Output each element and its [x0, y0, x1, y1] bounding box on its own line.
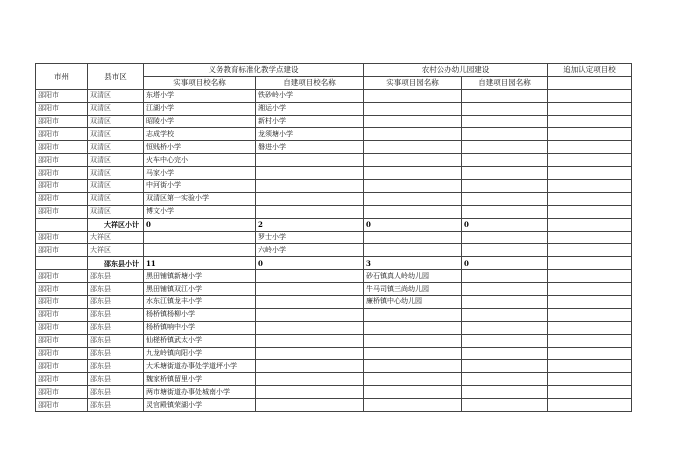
kg-self-built-cell: [462, 167, 548, 180]
county-cell: 邵东县: [88, 270, 144, 283]
table-row: [36, 399, 632, 412]
school-self-built-cell: 湘运小学: [256, 102, 364, 115]
county-cell: 双清区: [88, 141, 144, 154]
table-row: [36, 321, 632, 334]
school-self-built-cell: [256, 283, 364, 296]
school-practical-cell: 恒贱桥小学: [144, 141, 256, 154]
kg-practical-cell: 0: [364, 218, 462, 231]
school-practical-cell: [144, 244, 256, 257]
county-cell: 双清区: [88, 154, 144, 167]
school-self-built-cell: [256, 360, 364, 373]
kg-self-built-cell: [462, 296, 548, 309]
additional-cell: [548, 257, 632, 270]
county-cell: 邵东县: [88, 321, 144, 334]
kg-self-built-cell: [462, 386, 548, 399]
county-cell: 大祥区小计: [88, 218, 144, 231]
school-self-built-cell: [256, 373, 364, 386]
table-row: [36, 347, 632, 360]
city-cell: 邵阳市: [36, 141, 88, 154]
table-row: [36, 205, 632, 218]
table-row: [36, 180, 632, 193]
header-kg-self-built: 自建项目园名称: [462, 76, 548, 89]
kg-practical-cell: 廉桥镇中心幼儿园: [364, 296, 462, 309]
table-row: [36, 115, 632, 128]
kg-practical-cell: [364, 167, 462, 180]
additional-cell: [548, 141, 632, 154]
city-cell: 邵阳市: [36, 334, 88, 347]
additional-cell: [548, 321, 632, 334]
kg-practical-cell: 砂石镇真人岭幼儿园: [364, 270, 462, 283]
table-row: [36, 334, 632, 347]
school-self-built-cell: 2: [256, 218, 364, 231]
school-self-built-cell: [256, 321, 364, 334]
additional-cell: [548, 296, 632, 309]
city-cell: 邵阳市: [36, 399, 88, 412]
school-practical-cell: 水东江镇龙丰小学: [144, 296, 256, 309]
kg-practical-cell: 3: [364, 257, 462, 270]
kg-self-built-cell: [462, 347, 548, 360]
additional-cell: [548, 180, 632, 193]
city-cell: [36, 257, 88, 270]
header-kindergarten: 农村公办幼儿园建设: [364, 64, 548, 77]
kg-practical-cell: [364, 231, 462, 244]
city-cell: 邵阳市: [36, 102, 88, 115]
header-city: 市州: [36, 64, 88, 90]
kg-practical-cell: [364, 102, 462, 115]
school-self-built-cell: [256, 167, 364, 180]
city-cell: 邵阳市: [36, 270, 88, 283]
additional-cell: [548, 308, 632, 321]
city-cell: 邵阳市: [36, 115, 88, 128]
school-practical-cell: 中河街小学: [144, 180, 256, 193]
header-blank: [548, 76, 632, 89]
kg-practical-cell: [364, 141, 462, 154]
city-cell: 邵阳市: [36, 205, 88, 218]
header-county: 县市区: [88, 64, 144, 90]
kg-practical-cell: [364, 115, 462, 128]
kg-practical-cell: [364, 154, 462, 167]
additional-cell: [548, 270, 632, 283]
city-cell: 邵阳市: [36, 321, 88, 334]
school-self-built-cell: 磐进小学: [256, 141, 364, 154]
county-cell: 双清区: [88, 167, 144, 180]
city-cell: 邵阳市: [36, 244, 88, 257]
county-cell: 大祥区: [88, 231, 144, 244]
school-project-table: [35, 63, 631, 412]
additional-cell: [548, 373, 632, 386]
county-cell: 邵东县: [88, 399, 144, 412]
kg-self-built-cell: [462, 334, 548, 347]
city-cell: 邵阳市: [36, 231, 88, 244]
kg-practical-cell: [364, 386, 462, 399]
school-practical-cell: 仙槎桥镇武太小学: [144, 334, 256, 347]
table-row: [36, 296, 632, 309]
school-self-built-cell: [256, 334, 364, 347]
kg-self-built-cell: [462, 180, 548, 193]
county-cell: 双清区: [88, 192, 144, 205]
additional-cell: [548, 89, 632, 102]
kg-self-built-cell: [462, 128, 548, 141]
school-self-built-cell: [256, 296, 364, 309]
kg-self-built-cell: [462, 205, 548, 218]
additional-cell: [548, 102, 632, 115]
kg-practical-cell: [364, 360, 462, 373]
school-self-built-cell: [256, 205, 364, 218]
county-cell: 邵东县: [88, 283, 144, 296]
kg-practical-cell: [364, 308, 462, 321]
kg-self-built-cell: [462, 192, 548, 205]
city-cell: 邵阳市: [36, 180, 88, 193]
county-cell: 邵东县: [88, 373, 144, 386]
city-cell: 邵阳市: [36, 128, 88, 141]
table-row: [36, 360, 632, 373]
table-row: [36, 167, 632, 180]
kg-self-built-cell: [462, 231, 548, 244]
county-cell: 双清区: [88, 205, 144, 218]
city-cell: 邵阳市: [36, 283, 88, 296]
additional-cell: [548, 128, 632, 141]
kg-practical-cell: [364, 89, 462, 102]
county-cell: 邵东县: [88, 360, 144, 373]
school-self-built-cell: 新村小学: [256, 115, 364, 128]
school-practical-cell: 大禾塘街道办事处学道坪小学: [144, 360, 256, 373]
kg-practical-cell: 牛马司镇三尚幼儿园: [364, 283, 462, 296]
school-practical-cell: 灵官殿镇荣湖小学: [144, 399, 256, 412]
kg-self-built-cell: [462, 360, 548, 373]
kg-self-built-cell: [462, 399, 548, 412]
school-self-built-cell: [256, 180, 364, 193]
school-self-built-cell: 龙须塘小学: [256, 128, 364, 141]
header-compulsory-education: 义务教育标准化教学点建设: [144, 64, 364, 77]
school-practical-cell: 东塔小学: [144, 89, 256, 102]
table-body: [36, 89, 632, 411]
kg-self-built-cell: [462, 283, 548, 296]
school-self-built-cell: [256, 399, 364, 412]
kg-self-built-cell: [462, 321, 548, 334]
city-cell: 邵阳市: [36, 347, 88, 360]
table-row: [36, 244, 632, 257]
subtotal-row: [36, 257, 632, 270]
table-row: [36, 373, 632, 386]
kg-practical-cell: [364, 399, 462, 412]
school-self-built-cell: [256, 270, 364, 283]
additional-cell: [548, 205, 632, 218]
school-practical-cell: 黑田铺镇新塘小学: [144, 270, 256, 283]
table-row: [36, 386, 632, 399]
school-practical-cell: 博文小学: [144, 205, 256, 218]
table-row: [36, 89, 632, 102]
city-cell: 邵阳市: [36, 192, 88, 205]
school-practical-cell: 双清区第一实验小学: [144, 192, 256, 205]
table-row: [36, 102, 632, 115]
city-cell: 邵阳市: [36, 154, 88, 167]
city-cell: 邵阳市: [36, 386, 88, 399]
county-cell: 邵东县: [88, 386, 144, 399]
kg-self-built-cell: [462, 141, 548, 154]
school-self-built-cell: 0: [256, 257, 364, 270]
county-cell: 邵东县小计: [88, 257, 144, 270]
additional-cell: [548, 360, 632, 373]
table-row: [36, 141, 632, 154]
kg-practical-cell: [364, 334, 462, 347]
kg-self-built-cell: 0: [462, 257, 548, 270]
school-self-built-cell: 罗士小学: [256, 231, 364, 244]
school-practical-cell: 11: [144, 257, 256, 270]
kg-practical-cell: [364, 180, 462, 193]
city-cell: [36, 218, 88, 231]
kg-self-built-cell: [462, 89, 548, 102]
school-self-built-cell: 铁砂岭小学: [256, 89, 364, 102]
header-school-practical: 实事项目校名称: [144, 76, 256, 89]
city-cell: 邵阳市: [36, 360, 88, 373]
additional-cell: [548, 334, 632, 347]
additional-cell: [548, 386, 632, 399]
county-cell: 大祥区: [88, 244, 144, 257]
kg-practical-cell: [364, 373, 462, 386]
table-row: [36, 308, 632, 321]
city-cell: 邵阳市: [36, 308, 88, 321]
header-kg-practical: 实事项目园名称: [364, 76, 462, 89]
county-cell: 邵东县: [88, 347, 144, 360]
kg-self-built-cell: [462, 154, 548, 167]
additional-cell: [548, 283, 632, 296]
school-self-built-cell: [256, 347, 364, 360]
additional-cell: [548, 399, 632, 412]
county-cell: 邵东县: [88, 308, 144, 321]
school-self-built-cell: [256, 192, 364, 205]
kg-practical-cell: [364, 244, 462, 257]
kg-self-built-cell: [462, 115, 548, 128]
school-practical-cell: 杨桥镇杨柳小学: [144, 308, 256, 321]
additional-cell: [548, 115, 632, 128]
kg-practical-cell: [364, 128, 462, 141]
header-additional-schools: 追加认定项目校: [548, 64, 632, 77]
table-row: [36, 231, 632, 244]
school-practical-cell: 志成学校: [144, 128, 256, 141]
school-practical-cell: 两市塘街道办事处城南小学: [144, 386, 256, 399]
kg-practical-cell: [364, 321, 462, 334]
additional-cell: [548, 167, 632, 180]
city-cell: 邵阳市: [36, 373, 88, 386]
additional-cell: [548, 347, 632, 360]
kg-self-built-cell: [462, 244, 548, 257]
subtotal-row: [36, 218, 632, 231]
city-cell: 邵阳市: [36, 89, 88, 102]
additional-cell: [548, 231, 632, 244]
school-self-built-cell: 六岭小学: [256, 244, 364, 257]
table-row: [36, 283, 632, 296]
county-cell: 邵东县: [88, 296, 144, 309]
school-practical-cell: 九龙岭镇向阳小学: [144, 347, 256, 360]
kg-self-built-cell: [462, 373, 548, 386]
city-cell: 邵阳市: [36, 296, 88, 309]
kg-self-built-cell: 0: [462, 218, 548, 231]
county-cell: 双清区: [88, 89, 144, 102]
header-school-self-built: 自建项目校名称: [256, 76, 364, 89]
kg-practical-cell: [364, 192, 462, 205]
kg-self-built-cell: [462, 102, 548, 115]
additional-cell: [548, 192, 632, 205]
city-cell: 邵阳市: [36, 167, 88, 180]
table-row: [36, 192, 632, 205]
school-practical-cell: 0: [144, 218, 256, 231]
school-self-built-cell: [256, 386, 364, 399]
county-cell: 双清区: [88, 128, 144, 141]
kg-self-built-cell: [462, 308, 548, 321]
county-cell: 双清区: [88, 115, 144, 128]
school-practical-cell: 马家小学: [144, 167, 256, 180]
additional-cell: [548, 244, 632, 257]
school-practical-cell: 江湖小学: [144, 102, 256, 115]
school-practical-cell: 杨桥镇响中小学: [144, 321, 256, 334]
school-self-built-cell: [256, 308, 364, 321]
additional-cell: [548, 154, 632, 167]
table-row: [36, 128, 632, 141]
school-practical-cell: [144, 231, 256, 244]
additional-cell: [548, 218, 632, 231]
school-practical-cell: 昭陵小学: [144, 115, 256, 128]
county-cell: 双清区: [88, 180, 144, 193]
kg-self-built-cell: [462, 270, 548, 283]
table-row: [36, 154, 632, 167]
school-practical-cell: 黑田铺镇双江小学: [144, 283, 256, 296]
county-cell: 邵东县: [88, 334, 144, 347]
kg-practical-cell: [364, 205, 462, 218]
kg-practical-cell: [364, 347, 462, 360]
school-self-built-cell: [256, 154, 364, 167]
school-practical-cell: 魏家桥镇留里小学: [144, 373, 256, 386]
county-cell: 双清区: [88, 102, 144, 115]
table-row: [36, 270, 632, 283]
school-practical-cell: 火车中心完小: [144, 154, 256, 167]
